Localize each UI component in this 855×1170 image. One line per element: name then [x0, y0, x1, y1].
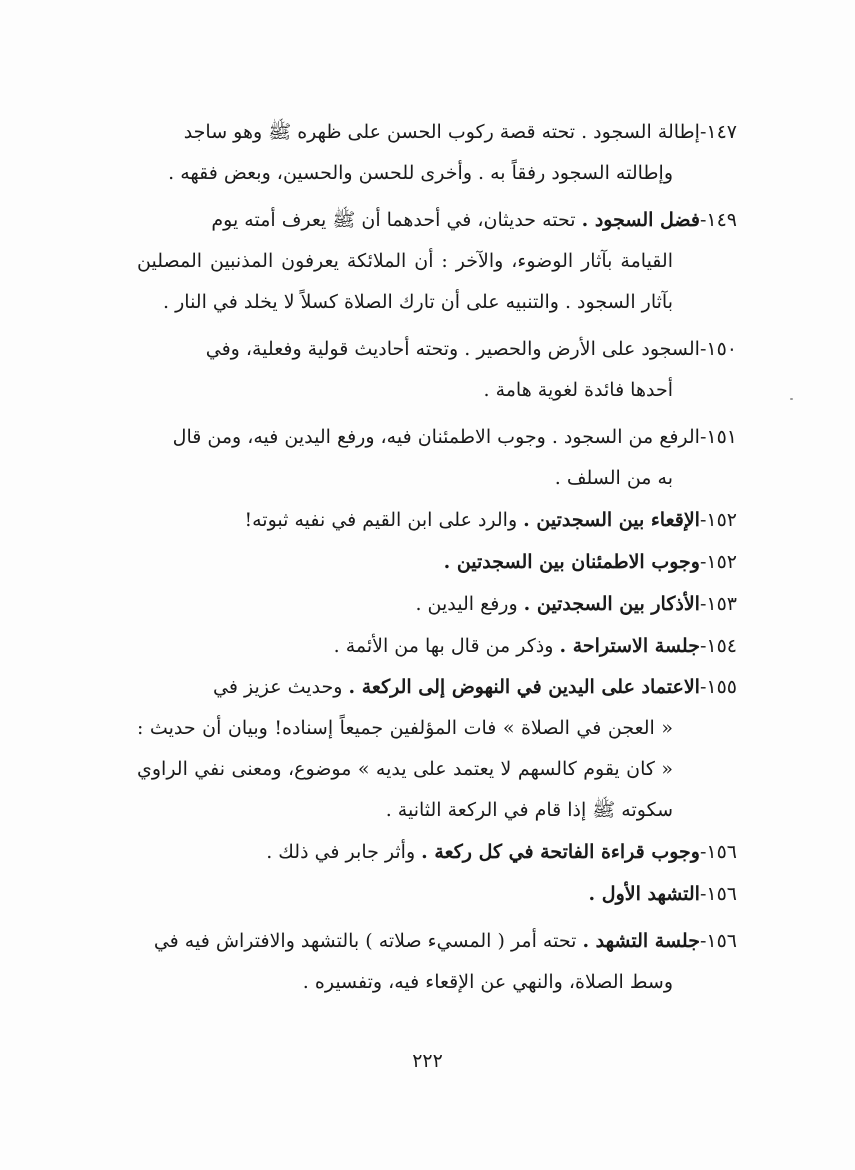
entry-continuation: القيامة بآثار الوضوء، والآخر : أن الملائكة يعرفون المذنبين المصلين بآثار السجود . والتنبيه على أن تارك الصلاة كسلاً لا يخلد في النار . — [137, 250, 673, 313]
index-entry — [137, 200, 737, 323]
entry-text: تحته أمر ( المسيء صلاته ) بالتشهد والافتراش فيه في — [153, 930, 583, 952]
entry-title: الإقعاء بين السجدتين . — [523, 509, 700, 531]
entry-title: الاعتماد على اليدين في النهوض إلى الركعة . — [348, 676, 700, 698]
entry-text: ورفع اليدين . — [415, 593, 524, 615]
entry-continuation: وسط الصلاة، والنهي عن الإقعاء فيه، وتفسيره . — [302, 971, 673, 993]
entry-text: وأثر جابر في ذلك . — [266, 841, 422, 863]
entry-number: ١٥٠- — [699, 338, 737, 360]
entry-text: وحديث عزيز في — [213, 676, 349, 698]
index-entry — [137, 112, 737, 194]
entry-title: جلسة الاستراحة . — [559, 635, 700, 657]
entry-continuation: به من السلف . — [554, 467, 673, 489]
index-entry — [137, 499, 737, 541]
entry-continuation: أحدها فائدة لغوية هامة . — [483, 379, 673, 401]
entry-text: السجود على الأرض والحصير . وتحته أحاديث قولية وفعلية، وفي — [205, 338, 700, 360]
entry-continuation: « العجن في الصلاة » فات المؤلفين جميعاً إسناده! وبيان أن حديث : « كان يقوم كالسهم لا يعتمد على يديه » موضوع، ومعنى نفي الراوي سكوته ﷺ إذا قام في الركعة الثانية . — [137, 717, 673, 821]
entry-number: ١٥٣- — [699, 593, 737, 615]
entry-text: وذكر من قال بها من الأئمة . — [333, 635, 560, 657]
index-entry — [137, 417, 737, 499]
entry-text: والرد على ابن القيم في نفيه ثبوته! — [244, 509, 524, 531]
entry-title: وجوب قراءة الفاتحة في كل ركعة . — [421, 841, 700, 863]
entry-number: ١٥٦- — [699, 930, 737, 952]
entry-number: ١٥٥- — [699, 676, 737, 698]
entry-title: فضل السجود . — [581, 209, 700, 231]
index-entry — [137, 667, 737, 831]
entry-continuation: وإطالته السجود رفقاً به . وأخرى للحسن والحسين، وبعض فقهه . — [168, 162, 673, 184]
entry-number: ١٥٢- — [699, 551, 737, 573]
index-entry — [137, 541, 737, 583]
entry-text: الرفع من السجود . وجوب الاطمئنان فيه، ورفع اليدين فيه، ومن قال — [172, 426, 700, 448]
index-entry — [137, 921, 737, 1003]
entry-number: ١٥٦- — [699, 883, 737, 905]
scan-speck — [790, 398, 793, 400]
entry-number: ١٤٩- — [699, 209, 737, 231]
entry-text: تحته حديثان، في أحدهما أن ﷺ يعرف أمته يوم — [211, 209, 582, 231]
entry-title: الأذكار بين السجدتين . — [523, 593, 700, 615]
page-number: ٢٢٢ — [412, 1050, 443, 1072]
entry-number: ١٥٢- — [699, 509, 737, 531]
index-entry — [137, 329, 737, 411]
entry-number: ١٤٧- — [699, 121, 737, 143]
index-entry — [137, 583, 737, 625]
index-list — [137, 112, 737, 1003]
entry-number: ١٥١- — [699, 426, 737, 448]
index-entry — [137, 873, 737, 915]
index-entry — [137, 831, 737, 873]
entry-number: ١٥٤- — [699, 635, 737, 657]
entry-title: جلسة التشهد . — [582, 930, 700, 952]
entry-title: وجوب الاطمئنان بين السجدتين . — [443, 551, 700, 573]
index-entry — [137, 625, 737, 667]
entry-title: التشهد الأول . — [588, 883, 700, 905]
entry-number: ١٥٦- — [699, 841, 737, 863]
entry-text: إطالة السجود . تحته قصة ركوب الحسن على ظهره ﷺ وهو ساجد — [183, 121, 700, 143]
